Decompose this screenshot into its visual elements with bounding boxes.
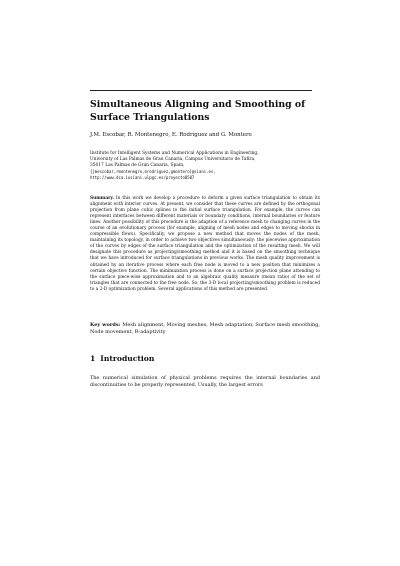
abstract-text: In this work we develop a procedure to deform a given surface triangulation to obtain its alignment with interior curves. At present, we consider that these curves are defined by the orthogonal projection from plane cubic splines to the initial surface triangulation. For example, the curves can represent interfaces between different materials or boundary conditions, internal boundaries or feature lines. Another possibility of this procedure is the adaption of a reference mesh to changing curves in the course of an evolutionary process (for example, aligning of mesh nodes and edges to moving shocks in compressible flows). Specifically, we propose a new method that moves the nodes of the mesh, maintaining its topology, in order to achieve two objectives simultaneously: the piecewise approximation of the curves by edges of the surface triangulation and the optimization of the resulting mesh. We will designate this procedure as projecting/smoothing method and it is based on the smoothing technique that we have introduced for surface triangulations in previous works. The mesh quality improvement is obtained by an iterative process where each free node is moved to a new position that minimizes a certain objective function. The minimization process is done on a surface projection plane attending to the surface piece-wise approximation and to an algebraic quality measure (mean ratio) of the set of triangles that are connected to the free node. So, the 3-D local projecting/smoothing problem is reduced to a 2-D optimization problem. Several applications of this method are presented.: [90, 196, 320, 292]
abstract: [90, 196, 320, 293]
abstract-label: Summary.: [90, 196, 114, 201]
affiliation-line: 35017 Las Palmas de Gran Canaria, Spain,: [90, 163, 185, 169]
section-heading: [90, 354, 320, 364]
paper-title: Simultaneous Aligning and Smoothing of Surface Triangulations: [90, 99, 306, 123]
keywords-label: Key words:: [90, 322, 121, 328]
intro-paragraph: The numerical simulation of physical problems requires the internal boundaries and discontinuities to be properly represented. Usually, the largest errors: [90, 375, 320, 388]
keywords: [90, 322, 320, 336]
section-number: 1: [90, 354, 96, 363]
keywords-text: Mesh alignment, Moving meshes, Mesh adaptation, Surface mesh smoothing, Node movement, R-adaptivity: [90, 322, 321, 335]
project-url[interactable]: http://www.dca.iusiani.ulpgc.es/proyecto0507: [90, 175, 195, 181]
author-emails: {jmescobar,rmontenegro,erodriguez,gmontero}@siani.es,: [90, 169, 216, 175]
section-title: Introduction: [100, 354, 155, 363]
affiliation-line: Institute for Intelligent Systems and Numerical Applications in Engineering,: [90, 151, 259, 156]
top-rule: [90, 90, 312, 91]
affiliation-line: University of Las Palmas de Gran Canaria, Campus Universitario de Tafira,: [90, 157, 256, 163]
affiliation-block: [90, 151, 322, 181]
author-list: J.M. Escobar, R. Montenegro, E. Rodríguez and G. Montero: [90, 132, 252, 138]
